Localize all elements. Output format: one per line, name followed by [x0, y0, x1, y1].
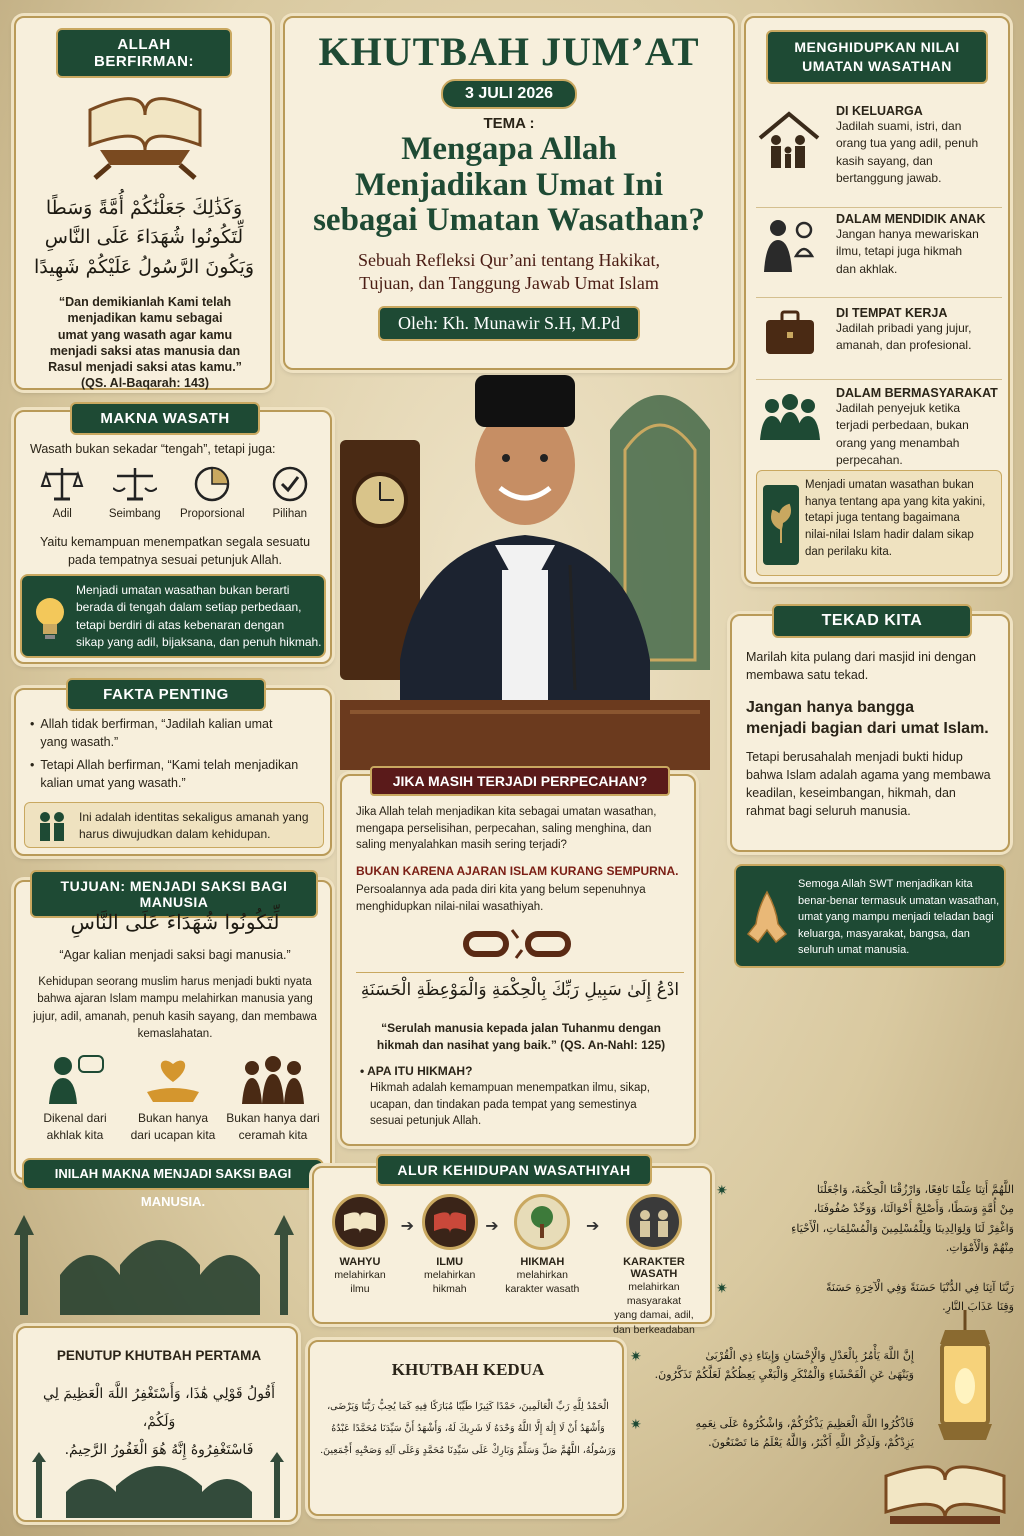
- scale-icon: [27, 464, 97, 504]
- family-icon: [756, 110, 822, 175]
- pie-icon: [172, 464, 252, 504]
- nahl-translation: “Serulah manusia kepada jalan Tuhanmu dengan hikmah dan nasihat yang baik.” (QS. An-Nahl: 125): [376, 1021, 666, 1052]
- menghidupkan-panel: [744, 16, 1010, 584]
- menghidupkan-title: MENGHIDUPKAN NILAI UMATAN WASATHAN: [766, 30, 988, 84]
- community-icon: [758, 392, 822, 445]
- menghidupkan-item: DALAM MENDIDIK ANAK Jangan hanya mewariskan ilmu, tetapi juga hikmah dan akhlak.: [756, 212, 1002, 298]
- doa-block-1: ✷ اللَّهُمَّ أَتِنَا عِلْمًا نَافِعًا، وَارْزُقْنَا الْحِكْمَةَ، وَاجْعَلْنَا مِنْ أُمَّةٍ وَسَطًا، وَأَصْلِحْ أَحْوَالَنَا، وَوَحِّدْ صُفُوفَنَا، وَاغْفِرْ لَنَا وَلِوَالِدِينَا وَلِلْمُسْلِمِينَ وَالْمُسْلِمَاتِ، الْأَحْيَاءِ مِنْهُمْ وَالْأَمْوَاتِ.: [716, 1182, 1014, 1254]
- perpecahan-question: Jika Allah telah menjadikan kita sebagai umatan wasathan, mengapa perselisihan, perpecahan, saling menghina, dan saling menyalahkan masih sering terjadi?: [356, 806, 657, 852]
- tujuan-panel: TUJUAN: MENJADI SAKSI BAGI MANUSIA لِّتَكُونُوا شُهَدَاءَ عَلَى النَّاسِ “Agar kalian menjadi saksi bagi manusia.” Kehidupan seorang muslim harus menjadi bukti nyata bahwa ajaran Islam mampu melahirkan manusia yang jujur, adil, amanah, penuh kasih sayang, dan membawa kemaslahatan. Dikenal dari akhlak kita Bukan hanya dari ucapan kita Bukan hanya dari ceramah kita: [14, 880, 332, 1180]
- briefcase-icon: [762, 308, 818, 361]
- tujuan-translation: “Agar kalian menjadi saksi bagi manusia.”: [59, 948, 291, 962]
- preacher-illustration: [330, 370, 720, 770]
- tekad-emphasis: Jangan hanya bangga menjadi bagian dari umat Islam.: [746, 699, 989, 737]
- fakta-note: Ini adalah identitas sekaligus amanah yang harus diwujudkan dalam kehidupan.: [24, 802, 324, 848]
- tekad-prayer: Semoga Allah SWT menjadikan kita benar-benar termasuk umatan wasathan, umat yang mampu menjadi teladan bagi keluarga, masyarakat, bangsa, dan seluruh umat manusia.: [734, 864, 1006, 968]
- tujuan-body: Kehidupan seorang muslim harus menjadi bukti nyata bahwa ajaran Islam mampu melahirkan manusia yang jujur, adil, amanah, penuh kasih sayang, dan membawa kemaslahatan.: [33, 976, 317, 1040]
- baqarah-arabic: وَكَذَٰلِكَ جَعَلْنَٰكُمْ أُمَّةً وَسَطًا لِّتَكُونُوا شُهَدَاءَ عَلَى النَّاسِ وَيَكُونَ الرَّسُولُ عَلَيْكُمْ شَهِيدًا: [33, 197, 255, 278]
- hikmah-body: Hikmah adalah kemampuan menempatkan ilmu, sikap, ucapan, dan tindakan pada tempat yang semestinya sesuai petunjuk Allah.: [370, 1082, 650, 1128]
- balance-icon: [100, 464, 170, 504]
- khutbah-kedua-panel: [308, 1340, 624, 1516]
- broken-chain-icon: [462, 922, 572, 971]
- doa-block-2: ✷ رَبَّنَا آتِنَا فِي الدُّنْيَا حَسَنَةً وَفِي الْآخِرَةِ حَسَنَةً وَقِنَا عَذَابَ النَّارِ.: [716, 1280, 1014, 1314]
- makna-item-label: Seimbang: [108, 508, 161, 520]
- people-pair-icon: [35, 811, 69, 846]
- mosque-silhouette-small: [26, 1452, 292, 1523]
- fakta-bullet: • Allah tidak berfirman, “Jadilah kalian umat yang wasath.”: [30, 717, 273, 749]
- doa-block-4: ✷ فَاذْكُرُوا اللَّهَ الْعَظِيمَ يَذْكُرْكُمْ، وَاشْكُرُوهُ عَلَى نِعَمِهِ يَزِدْكُمْ، وَلَذِكْرُ اللَّهِ أَكْبَرُ، وَاللَّهُ يَعْلَمُ مَا تَصْنَعُونَ.: [630, 1416, 914, 1450]
- arrow-icon: ➔: [585, 1218, 600, 1235]
- makna-intro: Wasath bukan sekadar “tengah”, tetapi juga:: [30, 442, 276, 456]
- lightbulb-icon: [30, 594, 70, 647]
- tekad-panel: [730, 614, 1010, 852]
- arrow-icon: ➔: [400, 1218, 415, 1235]
- alur-panel: [312, 1162, 712, 1336]
- doa-block-3: ✷ إِنَّ اللَّهَ يَأْمُرُ بِالْعَدْلِ وَالْإِحْسَانِ وَإِيتَاءِ ذِي الْقُرْبَىٰ وَيَنْهَىٰ عَنِ الْفَحْشَاءِ وَالْمُنْكَرِ وَالْبَغْيِ يَعِظُكُمْ لَعَلَّكُمْ تَذَكَّرُونَ.: [630, 1348, 914, 1382]
- makna-note: Menjadi umatan wasathan bukan berarti berada di tengah dalam setiap perbedaan, tetapi berdiri di atas kebenaran dengan sikap yang adil, bijaksana, dan penuh hikmah.: [20, 574, 326, 658]
- perpecahan-answer: BUKAN KARENA AJARAN ISLAM KURANG SEMPURNA.: [356, 864, 679, 878]
- tree-icon: [514, 1194, 570, 1250]
- alur-title: ALUR KEHIDUPAN WASATHIYAH: [376, 1154, 652, 1186]
- tekad-intro: Marilah kita pulang dari masjid ini dengan membawa satu tekad.: [746, 650, 976, 683]
- theme-title: Mengapa Allah Menjadikan Umat Ini sebagai Umatan Wasathan?: [313, 131, 705, 239]
- open-quran-icon: [880, 1456, 1010, 1531]
- allah-berfirman-title: ALLAH BERFIRMAN:: [56, 28, 232, 78]
- speech-person-icon: [29, 1054, 121, 1104]
- makna-item-label: Adil: [52, 508, 72, 520]
- fakta-penting-title: FAKTA PENTING: [66, 678, 266, 711]
- quran-icon: [332, 1194, 388, 1250]
- tekad-title: TEKAD KITA: [772, 604, 972, 638]
- group-icon: [225, 1054, 321, 1104]
- penutup-title: PENUTUP KHUTBAH PERTAMA: [56, 1348, 262, 1363]
- penutup-arabic: أَقُولُ قَوْلِي هَٰذَا، وَأَسْتَغْفِرُ اللَّهَ الْعَظِيمَ لِي وَلَكُمْ، فَاسْتَغْفِرُوهُ إِنَّهُ هُوَ الْغَفُورُ الرَّحِيمُ.: [42, 1386, 276, 1458]
- mosque-silhouette: [0, 1215, 310, 1315]
- makna-wasath-title: MAKNA WASATH: [70, 402, 260, 435]
- quran-stand-icon: [80, 70, 210, 185]
- header-panel: [283, 16, 735, 370]
- makna-item-label: Proporsional: [179, 508, 245, 520]
- menghidupkan-item: DI KELUARGA Jadilah suami, istri, dan orang tua yang adil, penuh kasih sayang, dan bertanggung jawab.: [756, 104, 1002, 208]
- makna-definition: Yaitu kemampuan menempatkan segala sesuatu pada tempatnya sesuai petunjuk Allah.: [39, 535, 311, 567]
- alur-step: HIKMAH melahirkan karakter wasath: [499, 1194, 585, 1296]
- makna-item-label: Pilihan: [272, 508, 308, 520]
- alur-step: WAHYU melahirkan ilmu: [320, 1194, 400, 1296]
- people-icon: [626, 1194, 682, 1250]
- alur-step: ILMU melahirkan hikmah: [415, 1194, 485, 1296]
- book-icon: [422, 1194, 478, 1250]
- author-badge: Oleh: Kh. Munawir S.H, M.Pd: [378, 306, 640, 341]
- date-badge: 3 JULI 2026: [441, 79, 577, 109]
- lantern-icon: [920, 1310, 1010, 1475]
- tema-label: TEMA :: [483, 115, 535, 132]
- tujuan-arabic: لِّتَكُونُوا شُهَدَاءَ عَلَى النَّاسِ: [70, 910, 280, 934]
- subtitle: Sebuah Refleksi Qur’ani tentang Hakikat, Tujuan, dan Tanggung Jawab Umat Islam: [357, 249, 661, 294]
- allah-berfirman-panel: [14, 16, 272, 390]
- star-icon: ✷: [630, 1416, 642, 1432]
- menghidupkan-note: Menjadi umatan wasathan bukan hanya tentang apa yang kita yakini, tetapi juga tentang bagaimana nilai-nilai Islam hadir dalam sikap dan perilaku kita.: [756, 470, 1002, 576]
- tujuan-footer: INILAH MAKNA MENJADI SAKSI BAGI MANUSIA.: [22, 1158, 324, 1190]
- baqarah-translation: “Dan demikianlah Kami telah menjadikan kamu sebagai umat yang wasath agar kamu menjadi saksi atas manusia dan Rasul menjadi saksi atas kamu.” (QS. Al-Baqarah: 143): [48, 295, 242, 391]
- arrow-icon: ➔: [485, 1218, 499, 1235]
- perpecahan-reason: Persoalannya ada pada diri kita yang belum sepenuhnya menghidupkan nilai-nilai wasathiyah.: [356, 884, 646, 913]
- tujuan-title: TUJUAN: MENJADI SAKSI BAGI MANUSIA: [30, 870, 318, 918]
- khutbah-kedua-title: KHUTBAH KEDUA: [391, 1360, 545, 1379]
- teacher-icon: [760, 216, 820, 277]
- menghidupkan-item: DI TEMPAT KERJA Jadilah pribadi yang jujur, amanah, dan profesional.: [756, 302, 1002, 380]
- praying-hands-icon: [744, 888, 790, 949]
- page-title: KHUTBAH JUM’AT: [318, 29, 700, 74]
- menghidupkan-item: DALAM BERMASYARAKAT Jadilah penyejuk ketika terjadi perbedaan, bukan orang yang menambah perpecahan.: [756, 382, 1002, 470]
- nahl-arabic: ادْعُ إِلَىٰ سَبِيلِ رَبِّكَ بِالْحِكْمَةِ وَالْمَوْعِظَةِ الْحَسَنَةِ: [360, 980, 680, 1000]
- perpecahan-panel: [340, 774, 696, 1146]
- fakta-penting-panel: [14, 688, 332, 856]
- fakta-bullet: • Tetapi Allah berfirman, “Kami telah menjadikan kalian umat yang wasath.”: [30, 758, 299, 790]
- heart-hand-icon: [127, 1054, 219, 1104]
- check-icon: [255, 464, 325, 504]
- star-icon: ✷: [716, 1280, 728, 1296]
- star-icon: ✷: [716, 1182, 728, 1198]
- hikmah-title: • APA ITU HIKMAH?: [360, 1064, 473, 1078]
- penutup-panel: [16, 1326, 298, 1522]
- alur-step: KARAKTER WASATH melahirkan masyarakat yang damai, adil, dan berkeadaban: [600, 1194, 708, 1337]
- perpecahan-title: JIKA MASIH TERJADI PERPECAHAN?: [370, 766, 670, 796]
- tekad-body: Tetapi berusahalah menjadi bukti hidup bahwa Islam adalah agama yang membawa keadilan, keseimbangan, hikmah, dan rahmat bagi seluruh manusia.: [746, 750, 991, 819]
- leaf-icon: [763, 485, 799, 565]
- khutbah-kedua-arabic: الْحَمْدُ لِلَّهِ رَبِّ الْعَالَمِينَ، حَمْدًا كَثِيرًا طَيِّبًا مُبَارَكًا فِيهِ كَمَا يُحِبُّ رَبُّنَا وَيَرْضَى، وَأَشْهَدُ أَنْ لَا إِلَٰهَ إِلَّا اللَّهُ وَحْدَهُ لَا شَرِيكَ لَهُ، وَأَشْهَدُ أَنَّ سَيِّدَنَا مُحَمَّدًا عَبْدُهُ وَرَسُولُهُ، اللَّهُمَّ صَلِّ وَسَلِّمْ وَبَارِكْ عَلَى سَيِّدِنَا مُحَمَّدٍ وَعَلَى آلِهِ وَصَحْبِهِ أَجْمَعِينَ.: [320, 1401, 616, 1456]
- star-icon: ✷: [630, 1348, 642, 1364]
